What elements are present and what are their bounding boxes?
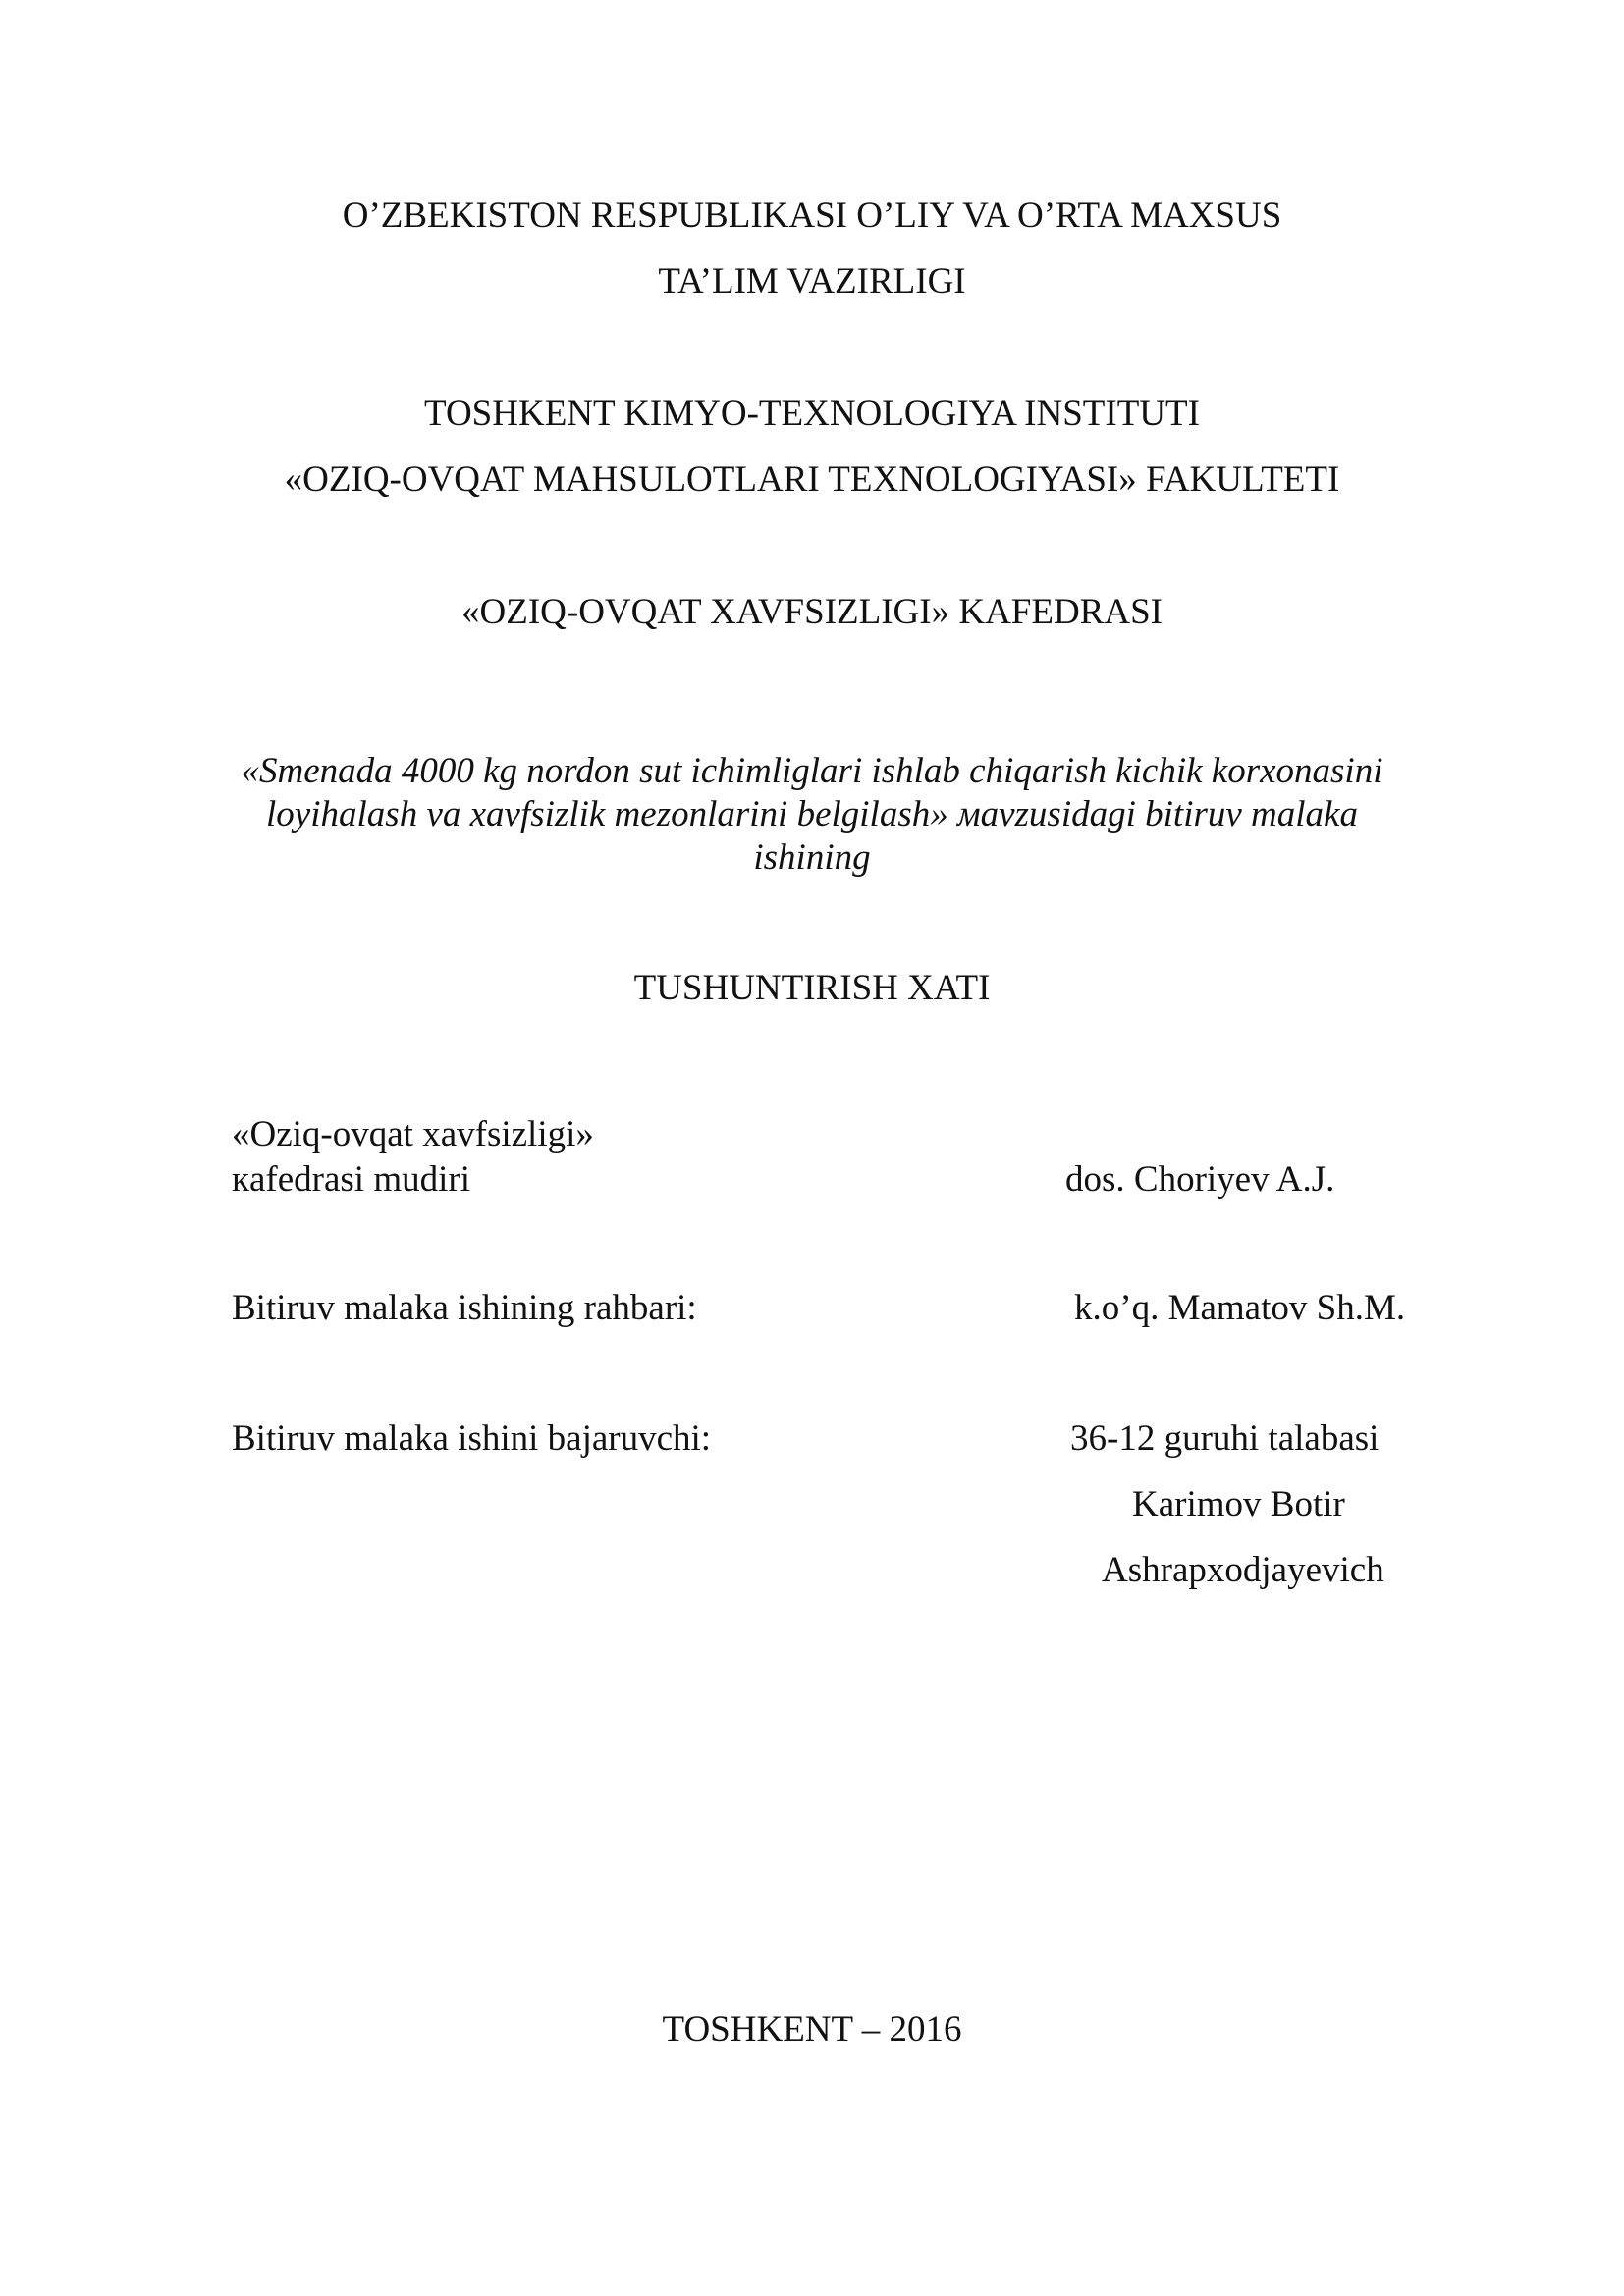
supervisor-label: Bitiruv malaka ishining rahbari: [232,1288,697,1328]
topic-line-2: loyihalash va xavfsizlik mezonlarini belgilash» мavzusidagi bitiruv malaka [266,794,1358,834]
institute-name: TOSHKENT KIMYO-TEXNOLOGIYA INSTITUTI [424,394,1200,434]
supervisor-value: k.o’q. Mamatov Sh.M. [1074,1288,1406,1328]
student-label: Bitiruv malaka ishini bajaruvchi: [232,1418,712,1459]
topic-line-1: «Smenada 4000 kg nordon sut ichimliglari ishlab chiqarish kichik korxonasini [241,751,1383,791]
faculty-name: «OZIQ-OVQAT MAHSULOTLARI TEXNOLOGIYASI» FAKULTETI [284,459,1340,500]
head-label-line-1: «Oziq-ovqat xavfsizligi» [232,1114,594,1154]
topic-line-3: ishining [753,837,871,878]
head-value: dos. Choriyev A.J. [1065,1159,1335,1200]
student-patronymic: Ashrapxodjayevich [1102,1550,1384,1590]
document-title: TUSHUNTIRISH XATI [633,968,991,1008]
student-name: Karimov Botir [1132,1484,1345,1524]
department-name: «OZIQ-OVQAT XAVFSIZLIGI» KAFEDRASI [461,592,1163,632]
ministry-line-1: O’ZBEKISTON RESPUBLIKASI O’LIY VA O’RTA MAXSUS [342,195,1282,236]
student-group: 36-12 guruhi talabasi [1070,1418,1380,1459]
ministry-line-2: TA’LIM VAZIRLIGI [658,261,966,301]
footer-city-year: TOSHKENT – 2016 [662,2009,962,2050]
head-label-line-2: кafedrasi mudiri [232,1159,470,1200]
